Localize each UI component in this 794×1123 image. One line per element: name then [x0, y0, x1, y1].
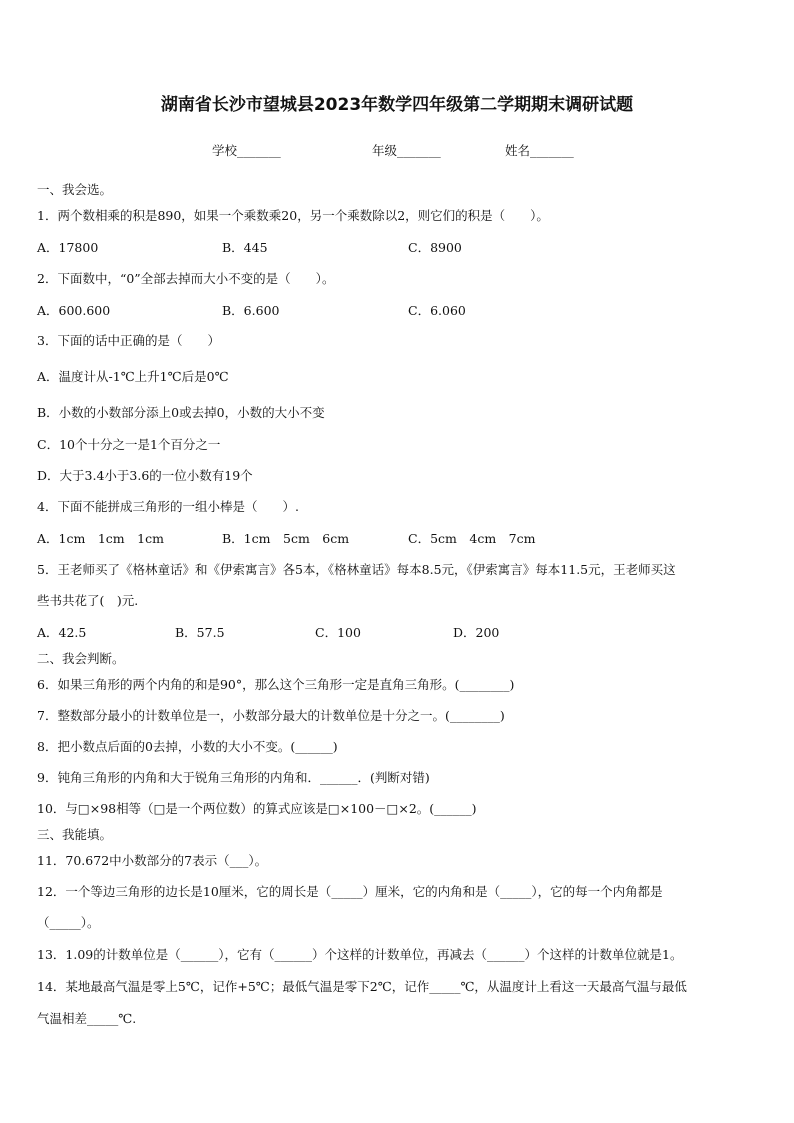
question-5-line-2: 些书共花了( )元.	[37, 593, 139, 608]
q3-option-b: B．小数的小数部分添上0或去掉0，小数的大小不变	[37, 405, 325, 420]
q2-option-b: B．6.600	[222, 303, 280, 318]
q1-option-a: A．17800	[37, 240, 99, 255]
q4-option-a: A．1cm 1cm 1cm	[37, 531, 164, 546]
q5-option-d: D．200	[453, 625, 500, 640]
question-7: 7．整数部分最小的计数单位是一，小数部分最大的计数单位是十分之一。(________)	[37, 708, 505, 723]
q1-option-b: B．445	[222, 240, 268, 255]
question-2: 2．下面数中，“0”全部去掉而大小不变的是（ ）。	[37, 271, 335, 286]
question-10: 10．与□×98相等（□是一个两位数）的算式应该是□×100－□×2。(______)	[37, 801, 477, 816]
section-heading-1: 一、我会选。	[37, 182, 113, 197]
question-14-line-1: 14．某地最高气温是零上5℃，记作+5℃；最低气温是零下2℃，记作_____℃，从温度计上看这一天最高气温与最低	[37, 979, 687, 994]
q3-option-a: A．温度计从-1℃上升1℃后是0℃	[37, 369, 229, 384]
q5-option-b: B．57.5	[175, 625, 225, 640]
q3-option-d: D．大于3.4小于3.6的一位小数有19个	[37, 468, 253, 483]
question-1: 1．两个数相乘的积是890，如果一个乘数乘20，另一个乘数除以2，则它们的积是（ ）。	[37, 208, 549, 223]
question-5-line-1: 5．王老师买了《格林童话》和《伊索寓言》各5本，《格林童话》每本8.5元，《伊索寓言》每本11.5元，王老师买这	[37, 562, 676, 577]
question-8: 8．把小数点后面的0去掉，小数的大小不变。(______)	[37, 739, 338, 754]
question-14-line-2: 气温相差_____℃.	[37, 1011, 137, 1026]
q3-option-c: C．10个十分之一是1个百分之一	[37, 437, 221, 452]
question-6: 6．如果三角形的两个内角的和是90°，那么这个三角形一定是直角三角形。(________)	[37, 677, 515, 692]
name-field: 姓名_______	[505, 143, 574, 158]
school-field: 学校_______	[212, 143, 281, 158]
section-heading-3: 三、我能填。	[37, 827, 113, 842]
q4-option-c: C．5cm 4cm 7cm	[408, 531, 536, 546]
q2-option-a: A．600.600	[37, 303, 111, 318]
q5-option-a: A．42.5	[37, 625, 87, 640]
question-9: 9．钝角三角形的内角和大于锐角三角形的内角和．______．(判断对错)	[37, 770, 430, 785]
q5-option-c: C．100	[315, 625, 361, 640]
question-4: 4．下面不能拼成三角形的一组小棒是（ ）.	[37, 499, 299, 514]
section-heading-2: 二、我会判断。	[37, 651, 125, 666]
q4-option-b: B．1cm 5cm 6cm	[222, 531, 350, 546]
page-title: 湖南省长沙市望城县2023年数学四年级第二学期期末调研试题	[160, 95, 634, 115]
question-3: 3．下面的话中正确的是（ ）	[37, 333, 220, 348]
question-12-line-2: （_____）。	[37, 915, 100, 930]
q1-option-c: C．8900	[408, 240, 462, 255]
question-12-line-1: 12．一个等边三角形的边长是10厘米，它的周长是（_____）厘米，它的内角和是（_____），它的每一个内角都是	[37, 884, 663, 899]
question-13: 13．1.09的计数单位是（______），它有（______）个这样的计数单位，再减去（______）个这样的计数单位就是1。	[37, 947, 683, 962]
q2-option-c: C．6.060	[408, 303, 466, 318]
grade-field: 年级_______	[372, 143, 441, 158]
question-11: 11．70.672中小数部分的7表示（___）。	[37, 853, 268, 868]
